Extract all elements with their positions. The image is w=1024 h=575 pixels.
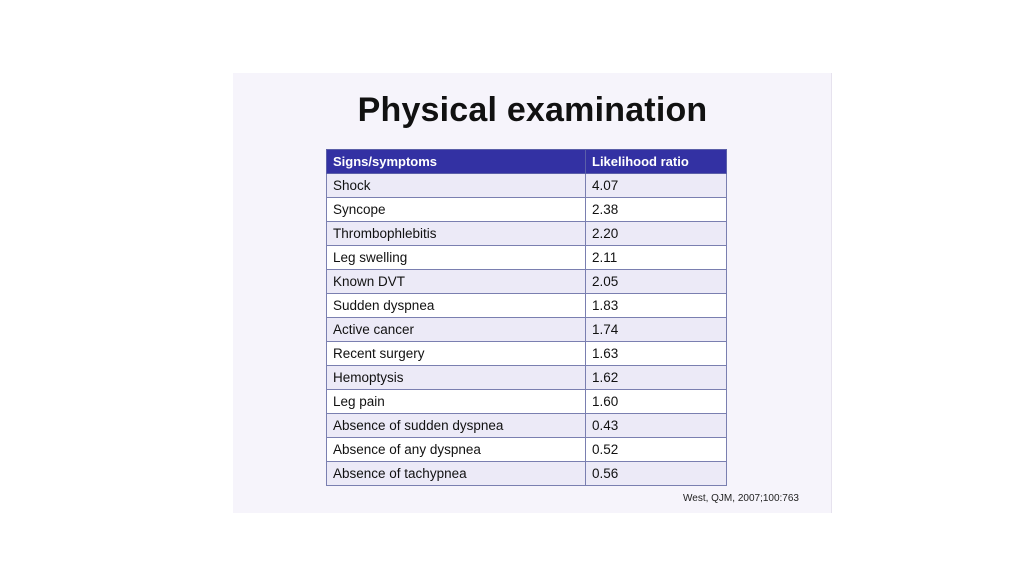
- citation: West, QJM, 2007;100:763: [683, 493, 799, 504]
- sign-cell: Thrombophlebitis: [327, 222, 586, 246]
- table-row: [327, 390, 727, 414]
- likelihood-ratio-table: [326, 149, 727, 486]
- table-row: [327, 270, 727, 294]
- sign-cell: Recent surgery: [327, 342, 586, 366]
- table-row: [327, 318, 727, 342]
- lr-cell: 0.56: [586, 462, 727, 486]
- sign-cell: Absence of sudden dyspnea: [327, 414, 586, 438]
- table-row: [327, 174, 727, 198]
- lr-cell: 1.83: [586, 294, 727, 318]
- lr-cell: 1.62: [586, 366, 727, 390]
- table-row: [327, 366, 727, 390]
- table-row: [327, 462, 727, 486]
- sign-cell: Syncope: [327, 198, 586, 222]
- table-row: [327, 198, 727, 222]
- slide-title: Physical examination: [357, 91, 708, 129]
- sign-cell: Hemoptysis: [327, 366, 586, 390]
- table-row: [327, 294, 727, 318]
- table-row: [327, 246, 727, 270]
- lr-cell: 1.63: [586, 342, 727, 366]
- lr-cell: 2.11: [586, 246, 727, 270]
- header-likelihood-ratio: Likelihood ratio: [586, 150, 727, 174]
- lr-cell: 2.38: [586, 198, 727, 222]
- lr-cell: 1.60: [586, 390, 727, 414]
- table-row: [327, 342, 727, 366]
- sign-cell: Sudden dyspnea: [327, 294, 586, 318]
- header-signs-symptoms: Signs/symptoms: [327, 150, 586, 174]
- table-row: [327, 438, 727, 462]
- lr-cell: 1.74: [586, 318, 727, 342]
- sign-cell: Absence of tachypnea: [327, 462, 586, 486]
- sign-cell: Known DVT: [327, 270, 586, 294]
- table-row: [327, 414, 727, 438]
- slide: [233, 73, 832, 513]
- sign-cell: Absence of any dyspnea: [327, 438, 586, 462]
- table-header-row: [327, 150, 727, 174]
- lr-cell: 0.52: [586, 438, 727, 462]
- lr-cell: 2.05: [586, 270, 727, 294]
- sign-cell: Leg swelling: [327, 246, 586, 270]
- lr-cell: 4.07: [586, 174, 727, 198]
- lr-cell: 0.43: [586, 414, 727, 438]
- sign-cell: Active cancer: [327, 318, 586, 342]
- lr-cell: 2.20: [586, 222, 727, 246]
- sign-cell: Leg pain: [327, 390, 586, 414]
- table-row: [327, 222, 727, 246]
- sign-cell: Shock: [327, 174, 586, 198]
